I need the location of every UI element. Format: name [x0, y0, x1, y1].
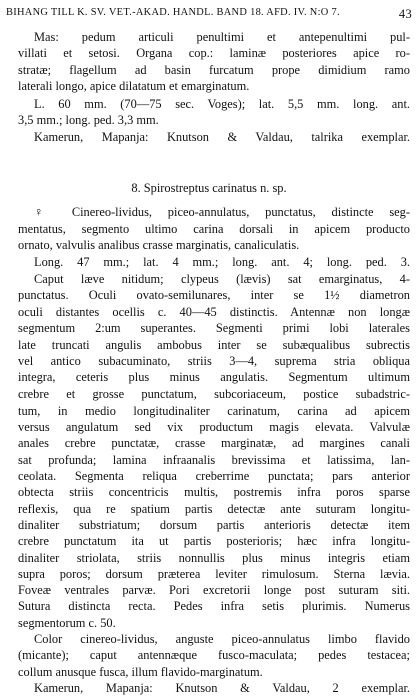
text-line: Foveæ ventrales parvæ. Pori excretorii longe post suturam siti. — [18, 583, 410, 598]
text-line: segmentum 2:um superantes. Segmenti primi lobi laterales — [18, 321, 410, 336]
text-line: L. 60 mm. (70—75 sec. Voges); lat. 5,5 mm. long. ant. — [34, 96, 410, 111]
text-line: 3,5 mm.; long. ped. 3,3 mm. — [18, 113, 159, 128]
text-line: Color cinereo-lividus, anguste piceo-annulatus limbo flavido — [34, 632, 410, 647]
text-line: mentatus, segmento ultimo carina dorsali in apicem producto — [18, 221, 410, 236]
text-line: laterali longo, apice dilatatum et emarginatum. — [18, 78, 250, 93]
text-line: stratæ; flagellum ad basin furcatum prope dimidium ramo — [18, 62, 410, 77]
text-line: 8. Spirostreptus carinatus n. sp. — [131, 180, 287, 195]
text-line: punctatus. Oculi ovato-semilunares, inter se 1½ diametron — [18, 287, 410, 302]
text-line: (micante); caput antennæque fusco-maculata; pedes testacea; — [18, 648, 410, 663]
text-line: ♀ Cinereo-lividus, piceo-annulatus, punctatus, distincte seg- — [34, 204, 410, 219]
page-number: 43 — [398, 7, 412, 21]
text-line: ornato, valvulis analibus crasse marginatis, canaliculatis. — [18, 238, 300, 252]
text-line: Mas: pedum articuli penultimi et antepenultimi pul- — [34, 30, 410, 44]
text-line: Kamerun, Mapanja: Knutson & Valdau, 2 exemplar. — [34, 681, 410, 695]
text-line: reflexis, qua re spatium partis detectæ ante suturam longitu- — [18, 501, 410, 516]
text-line: Sutura distincta recta. Pedes infra setis plurimis. Numerus — [18, 599, 410, 614]
text-line: vel antico subacuminato, striis 3—4, suprema stria obliqua — [18, 353, 410, 368]
text-line: crebre et grosse punctatum, subcoriaceum, postice subadstric- — [18, 387, 410, 402]
text-line: supra poros; dorsum præterea leviter rimulosum. Sterna lævia. — [18, 566, 410, 581]
text-line: tum, in medio longitudinaliter carinatum, carina ad apicem — [18, 403, 410, 418]
text-line: collum anusque fusca, illum flavido-marginatum. — [18, 664, 263, 679]
text-line: Kamerun, Mapanja: Knutson & Valdau, talrika exemplar. — [34, 130, 410, 145]
text-line: villati et setosi. Organa cop.: laminæ posteriores apice ro- — [18, 46, 410, 61]
text-line: dinaliter striolata, striis nonnullis plus minus integris etiam — [18, 550, 410, 565]
text-line: late truncati angulis ambobus inter se subæqualibus subrectis — [18, 337, 410, 352]
running-header — [6, 7, 412, 23]
text-line: versus angulatum sed vix productum magis elevata. Valvulæ — [18, 419, 410, 434]
text-line: obtecta striis concentricis multis, postremis infra poros sparse — [18, 485, 410, 500]
text-line: Caput læve nitidum; clypeus (lævis) sat emarginatus, 4- — [34, 271, 410, 286]
running-title: BIHANG TILL K. SV. VET.-AKAD. HANDL. BAND 18. AFD. IV. N:O 7. — [6, 7, 340, 18]
text-line: ceolata. Segmenta reliqua creberrime punctata; pars anterior — [18, 468, 410, 483]
text-line: anales crebre punctatæ, crasse marginatæ, ad margines canali — [18, 436, 410, 451]
text-line: Long. 47 mm.; lat. 4 mm.; long. ant. 4; long. ped. 3. — [34, 255, 410, 270]
text-line: integra, ceteris plus minus angulatis. Segmentum ultimum — [18, 370, 410, 385]
text-line: oculi distantes ocellis c. 40—45 distinctis. Antennæ non longæ — [18, 304, 410, 319]
text-line: dinaliter substriatum; dorsum partis anterioris detectæ item — [18, 517, 410, 532]
text-line: sat profunda; lamina infraanalis brevissima et latissima, lan- — [18, 452, 410, 467]
text-line: crebre punctatum ita ut partis posterioris; hæc infra longitu- — [18, 534, 410, 549]
text-line: segmentorum c. 50. — [18, 615, 116, 630]
